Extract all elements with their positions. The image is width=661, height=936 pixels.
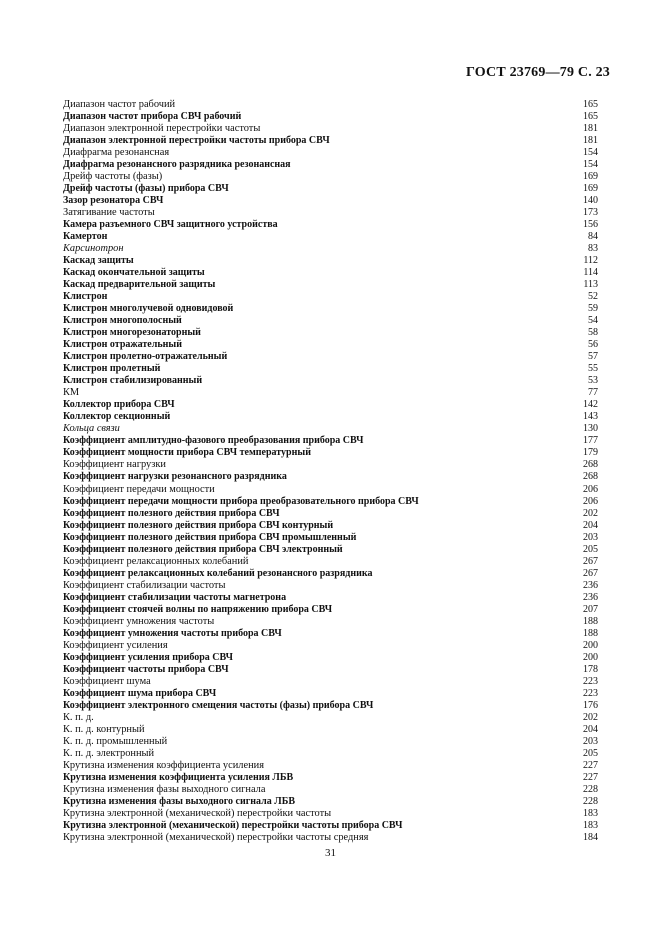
index-page-number: 200 <box>583 639 598 651</box>
index-term: Коэффициент умножения частоты <box>63 615 215 627</box>
index-page-number: 181 <box>583 123 598 135</box>
index-term: Диафрагма резонансного разрядника резонансная <box>63 159 291 171</box>
index-page-number: 228 <box>583 783 598 795</box>
index-entry <box>63 532 598 544</box>
index-entry <box>63 387 598 399</box>
index-page-number: 205 <box>583 543 598 555</box>
index-term: Коллектор прибора СВЧ <box>63 399 175 411</box>
index-page-number: 59 <box>588 303 598 315</box>
index-page-number: 268 <box>583 471 598 483</box>
index-entry <box>63 255 598 267</box>
index-term: Коэффициент электронного смещения частоты (фазы) прибора СВЧ <box>63 699 374 711</box>
index-entry <box>63 772 598 784</box>
index-page-number: 202 <box>583 507 598 519</box>
index-term: Крутизна изменения коэффициента усиления ЛБВ <box>63 771 294 783</box>
index-entry <box>63 99 598 111</box>
page-header: ГОСТ 23769—79 С. 23 <box>466 65 610 80</box>
index-term: Диапазон электронной перестройки частоты <box>63 123 261 135</box>
index-page-number: 177 <box>583 435 598 447</box>
index-term: Клистрон стабилизированный <box>63 375 203 387</box>
index-page-number: 173 <box>583 207 598 219</box>
index-term: Коэффициент частоты прибора СВЧ <box>63 663 229 675</box>
index-page-number: 130 <box>583 423 598 435</box>
index-entry <box>63 423 598 435</box>
index-term: К. п. д. контурный <box>63 723 145 735</box>
index-entry <box>63 435 598 447</box>
index-term: К. п. д. промышленный <box>63 735 168 747</box>
index-entry <box>63 676 598 688</box>
index-term: Коэффициент релаксационных колебаний резонансного разрядника <box>63 567 373 579</box>
index-term: Диапазон электронной перестройки частоты прибора СВЧ <box>63 135 330 147</box>
index-entry <box>63 447 598 459</box>
index-entry <box>63 231 598 243</box>
index-entry <box>63 411 598 423</box>
index-term: Коэффициент умножения частоты прибора СВЧ <box>63 627 282 639</box>
index-page-number: 54 <box>588 315 598 327</box>
index-page-number: 267 <box>583 555 598 567</box>
index-page-number: 183 <box>583 807 598 819</box>
index-entry <box>63 147 598 159</box>
index-entry <box>63 796 598 808</box>
index-page-number: 143 <box>583 411 598 423</box>
index-page-number: 77 <box>588 387 598 399</box>
index-term: Коэффициент нагрузки <box>63 459 166 471</box>
index-entry <box>63 616 598 628</box>
index-term: Коэффициент полезного действия прибора СВЧ <box>63 507 280 519</box>
index-term: Коллектор секционный <box>63 411 171 423</box>
index-entry <box>63 748 598 760</box>
index-term: Диапазон частот прибора СВЧ рабочий <box>63 111 242 123</box>
index-page-number: 228 <box>583 795 598 807</box>
index-term: Коэффициент передачи мощности <box>63 483 215 495</box>
index-term: Коэффициент мощности прибора СВЧ температурный <box>63 447 311 459</box>
index-term: Кольца связи <box>63 423 120 435</box>
index-page-number: 236 <box>583 579 598 591</box>
index-term: Крутизна изменения фазы выходного сигнала ЛБВ <box>63 795 295 807</box>
index-term: Коэффициент нагрузки резонансного разрядника <box>63 471 287 483</box>
index-entry <box>63 628 598 640</box>
index-entry <box>63 808 598 820</box>
index-page-number: 58 <box>588 327 598 339</box>
index-entry <box>63 339 598 351</box>
index-page-number: 165 <box>583 99 598 110</box>
index-term: Зазор резонатора СВЧ <box>63 195 164 207</box>
index-entry <box>63 508 598 520</box>
index-entry <box>63 291 598 303</box>
index-page-number: 223 <box>583 675 598 687</box>
index-page-number: 114 <box>583 267 598 279</box>
index-page-number: 207 <box>583 603 598 615</box>
index-page-number: 206 <box>583 495 598 507</box>
index-entry <box>63 135 598 147</box>
index-entry <box>63 640 598 652</box>
index-page-number: 223 <box>583 687 598 699</box>
index-term: Коэффициент стабилизации частоты магнетрона <box>63 591 287 603</box>
index-term: Камера разъемного СВЧ защитного устройства <box>63 219 278 231</box>
index-entry <box>63 111 598 123</box>
index-term: Клистрон пролетный <box>63 363 161 375</box>
index-entry <box>63 243 598 255</box>
index-entry <box>63 267 598 279</box>
index-page-number: 205 <box>583 747 598 759</box>
index-page-number: 227 <box>583 759 598 771</box>
index-page-number: 236 <box>583 591 598 603</box>
index-term: Коэффициент полезного действия прибора СВЧ контурный <box>63 519 334 531</box>
index-list <box>63 99 598 844</box>
index-entry <box>63 652 598 664</box>
index-page-number: 176 <box>583 699 598 711</box>
index-term: Коэффициент передачи мощности прибора преобразовательного прибора СВЧ <box>63 495 419 507</box>
index-page-number: 57 <box>588 351 598 363</box>
index-page-number: 84 <box>588 231 598 243</box>
index-page-number: 154 <box>583 147 598 159</box>
index-entry <box>63 123 598 135</box>
index-entry <box>63 556 598 568</box>
index-entry <box>63 604 598 616</box>
index-entry <box>63 315 598 327</box>
index-entry <box>63 484 598 496</box>
index-page-number: 188 <box>583 627 598 639</box>
index-entry <box>63 700 598 712</box>
index-term: Коэффициент шума прибора СВЧ <box>63 687 217 699</box>
index-entry <box>63 736 598 748</box>
index-entry <box>63 183 598 195</box>
index-term: Клистрон многорезонаторный <box>63 327 201 339</box>
index-page-number: 204 <box>583 723 598 735</box>
index-page-number: 52 <box>588 291 598 303</box>
index-page-number: 112 <box>583 255 598 267</box>
index-term: Крутизна изменения фазы выходного сигнала <box>63 783 266 795</box>
index-term: Дрейф частоты (фазы) <box>63 171 163 183</box>
index-page-number: 142 <box>583 399 598 411</box>
index-term: Клистрон <box>63 291 108 303</box>
index-entry <box>63 303 598 315</box>
index-entry <box>63 832 598 844</box>
index-term: К. п. д. электронный <box>63 747 155 759</box>
index-term: Дрейф частоты (фазы) прибора СВЧ <box>63 183 229 195</box>
index-term: Коэффициент усиления прибора СВЧ <box>63 651 233 663</box>
index-page-number: 165 <box>583 111 598 123</box>
index-term: Крутизна электронной (механической) перестройки частоты средняя <box>63 831 369 843</box>
index-page-number: 267 <box>583 567 598 579</box>
index-entry <box>63 664 598 676</box>
index-term: Затягивание частоты <box>63 207 155 219</box>
index-entry <box>63 568 598 580</box>
index-entry <box>63 171 598 183</box>
index-page-number: 200 <box>583 651 598 663</box>
index-entry <box>63 580 598 592</box>
index-page-number: 227 <box>583 771 598 783</box>
index-entry <box>63 496 598 508</box>
index-page-number: 154 <box>583 159 598 171</box>
index-term: Карсинотрон <box>63 243 124 255</box>
index-entry <box>63 195 598 207</box>
index-entry <box>63 592 598 604</box>
index-term: К. п. д. <box>63 711 94 723</box>
index-term: Клистрон отражательный <box>63 339 182 351</box>
index-page-number: 183 <box>583 819 598 831</box>
index-page-number: 268 <box>583 459 598 471</box>
index-entry <box>63 820 598 832</box>
index-page-number: 179 <box>583 447 598 459</box>
index-page-number: 202 <box>583 711 598 723</box>
index-term: Крутизна электронной (механической) перестройки частоты <box>63 807 332 819</box>
index-entry <box>63 363 598 375</box>
index-term: Камертон <box>63 231 108 243</box>
index-page-number: 113 <box>583 279 598 291</box>
index-page-number: 188 <box>583 615 598 627</box>
index-term: Крутизна электронной (механической) перестройки частоты прибора СВЧ <box>63 819 403 831</box>
index-entry <box>63 724 598 736</box>
index-entry <box>63 219 598 231</box>
index-page-number: 140 <box>583 195 598 207</box>
index-entry <box>63 375 598 387</box>
index-entry <box>63 712 598 724</box>
index-term: Коэффициент амплитудно-фазового преобразования прибора СВЧ <box>63 435 364 447</box>
index-term: Коэффициент полезного действия прибора СВЧ электронный <box>63 543 343 555</box>
index-page-number: 184 <box>583 831 598 843</box>
index-page-number: 181 <box>583 135 598 147</box>
index-page-number: 83 <box>588 243 598 255</box>
index-page-number: 53 <box>588 375 598 387</box>
index-entry <box>63 459 598 471</box>
index-term: Клистрон многополосный <box>63 315 182 327</box>
index-entry <box>63 207 598 219</box>
index-term: Клистрон пролетно-отражательный <box>63 351 228 363</box>
index-term: Каскад защиты <box>63 255 134 267</box>
index-entry <box>63 471 598 483</box>
index-page-number: 169 <box>583 183 598 195</box>
index-entry <box>63 327 598 339</box>
index-page-number: 178 <box>583 663 598 675</box>
index-page-number: 55 <box>588 363 598 375</box>
index-page-number: 203 <box>583 531 598 543</box>
index-entry <box>63 399 598 411</box>
index-term: Коэффициент усиления <box>63 639 168 651</box>
index-entry <box>63 520 598 532</box>
page-number: 31 <box>325 847 336 859</box>
index-term: Коэффициент стабилизации частоты <box>63 579 226 591</box>
index-term: Диафрагма резонансная <box>63 147 170 159</box>
index-page-number: 203 <box>583 735 598 747</box>
index-term: Каскад предварительной защиты <box>63 279 216 291</box>
index-page-number: 206 <box>583 483 598 495</box>
index-term: Коэффициент шума <box>63 675 151 687</box>
index-term: Диапазон частот рабочий <box>63 99 176 110</box>
index-page-number: 204 <box>583 519 598 531</box>
index-entry <box>63 544 598 556</box>
index-entry <box>63 159 598 171</box>
index-page-number: 156 <box>583 219 598 231</box>
index-entry <box>63 688 598 700</box>
index-term: Коэффициент полезного действия прибора СВЧ промышленный <box>63 531 357 543</box>
index-entry <box>63 351 598 363</box>
index-entry <box>63 784 598 796</box>
index-entry <box>63 760 598 772</box>
index-term: Коэффициент релаксационных колебаний <box>63 555 249 567</box>
index-page-number: 56 <box>588 339 598 351</box>
index-term: Коэффициент стоячей волны по напряжению прибора СВЧ <box>63 603 333 615</box>
index-page-number: 169 <box>583 171 598 183</box>
index-term: Крутизна изменения коэффициента усиления <box>63 759 264 771</box>
index-term: Клистрон многолучевой одновидовой <box>63 303 234 315</box>
index-entry <box>63 279 598 291</box>
index-term: КМ <box>63 387 80 399</box>
index-term: Каскад окончательной защиты <box>63 267 205 279</box>
